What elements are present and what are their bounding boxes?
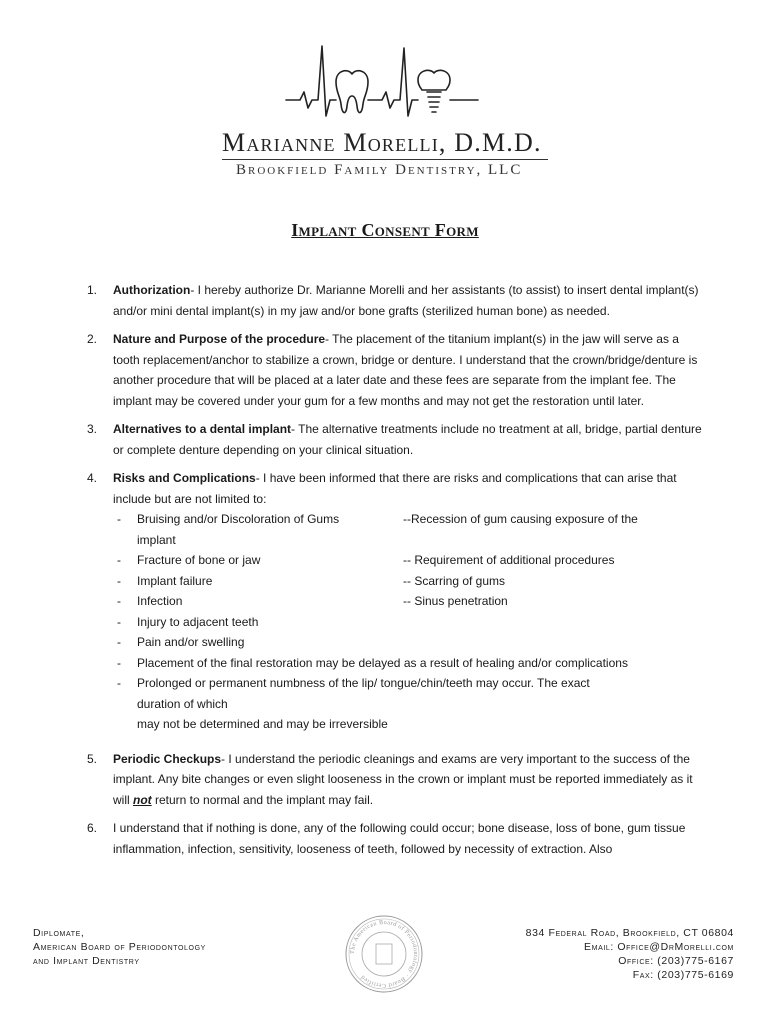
board-seal-icon (344, 914, 424, 994)
risk-item: -- Sinus penetration (403, 594, 508, 608)
form-title: Implant Consent Form (291, 220, 479, 240)
bullet-dash: - (117, 594, 121, 608)
risk-continuation: implant (137, 532, 176, 547)
bullet-dash: - (117, 676, 121, 690)
risk-item: -- Scarring of gums (403, 573, 506, 588)
bullet-dash: - (117, 553, 121, 567)
item-number: 4. (87, 471, 98, 485)
item-number: 5. (87, 751, 98, 766)
item-text: - The alternative treatments include no treatment at all, bridge, partial denture or complete denture depending on your clinical situation. (113, 422, 702, 457)
risk-row (87, 653, 702, 674)
item-text: - I understand the periodic cleanings and exams are very important to the success of the implant. Any bite changes or even slight looseness in the crown or implant must be reported immediately as it will (113, 751, 693, 807)
bullet-dash: - (117, 512, 121, 526)
seal-text: The American Board of Periodontology · Board Certified (349, 919, 419, 989)
bullet-dash: - (117, 655, 121, 670)
list-item (87, 818, 702, 859)
risk-item: Prolonged or permanent numbness of the lip/ tongue/chin/teeth may occur. The exact duration of which (137, 676, 590, 711)
risk-item: --Recession of gum causing exposure of the (403, 512, 638, 526)
risk-row (87, 632, 702, 653)
footer-email: Email: Office@DrMorelli.com (584, 941, 734, 953)
risk-item: -- Requirement of additional procedures (403, 553, 615, 567)
footer-address: 834 Federal Road, Brookfield, CT 06804 (525, 927, 734, 939)
footer-credentials (33, 926, 206, 968)
list-item (87, 419, 702, 460)
item-number: 6. (87, 821, 98, 835)
emphasis-text: not (133, 792, 152, 807)
bullet-dash: - (117, 573, 121, 588)
risk-row (87, 612, 702, 633)
footer-contact (526, 926, 734, 982)
risk-item: Bruising and/or Discoloration of Gums (137, 512, 340, 526)
risk-item: Implant failure (137, 573, 213, 588)
footer-line: American Board of Periodontology (33, 941, 206, 953)
item-text: I understand that if nothing is done, any of the following could occur; bone disease, loss of bone, gum tissue inflammation, infection, sensitivity, looseness of teeth, followed by necessity of extraction. Also (113, 821, 686, 856)
risk-item: Pain and/or swelling (137, 635, 245, 649)
item-heading: Periodic Checkups (113, 751, 222, 766)
item-text: - I hereby authorize Dr. Marianne Morelli and her assistants (to assist) to insert dental implant(s) and/or mini dental implant(s) in my jaw and/or bone grafts (sterilized human bone) as needed. (113, 283, 699, 318)
svg-text:The American Board of Periodon (350, 920, 418, 988)
item-number: 1. (87, 283, 98, 297)
risk-item: Placement of the final restoration may be delayed as a result of healing and/or complications (137, 655, 628, 670)
item-text: - The placement of the titanium implant(s) in the jaw will serve as a tooth replacement/anchor to stabilize a crown, bridge or denture. I understand that the crown/bridge/denture is another procedure that will be placed at a later date and these fees are separate from the implant fee. The implant may be covered under your gum for a few months and may not get the restoration until later. (113, 332, 698, 408)
item-heading: Nature and Purpose of the procedure (113, 332, 326, 346)
bullet-dash: - (117, 614, 121, 629)
list-item (87, 749, 702, 811)
footer-line: and Implant Dentistry (33, 955, 140, 967)
footer-line: Diplomate, (33, 927, 85, 939)
item-text: - I have been informed that there are risks and complications that can arise that include but are not limited to: (113, 471, 677, 506)
item-heading: Alternatives to a dental implant (113, 422, 292, 436)
item-text: return to normal and the implant may fail. (151, 792, 374, 807)
list-item (87, 468, 702, 509)
risk-row (87, 509, 702, 530)
item-number: 2. (87, 332, 98, 346)
item-heading: Authorization (113, 283, 191, 297)
consent-list (87, 280, 702, 867)
practice-name: Brookfield Family Dentistry, LLC (236, 162, 523, 178)
header-divider (222, 159, 548, 160)
risk-row (87, 673, 702, 714)
doctor-name: Marianne Morelli, D.M.D. (222, 128, 542, 157)
risk-row (87, 571, 702, 592)
list-item (87, 329, 702, 411)
list-item (87, 280, 702, 321)
item-number: 3. (87, 422, 98, 436)
bullet-dash: - (117, 635, 121, 649)
risk-row (87, 550, 702, 571)
risk-item: Injury to adjacent teeth (137, 614, 259, 629)
footer-phone: Office: (203)775-6167 (618, 955, 734, 967)
risk-item: Fracture of bone or jaw (137, 553, 261, 567)
risk-continuation: may not be determined and may be irreversible (137, 717, 388, 731)
risks-list (87, 509, 702, 735)
item-heading: Risks and Complications (113, 471, 256, 485)
risk-item: Infection (137, 594, 183, 608)
tooth-heartbeat-logo (282, 42, 482, 122)
footer-fax: Fax: (203)775-6169 (632, 969, 734, 981)
risk-row (87, 591, 702, 612)
